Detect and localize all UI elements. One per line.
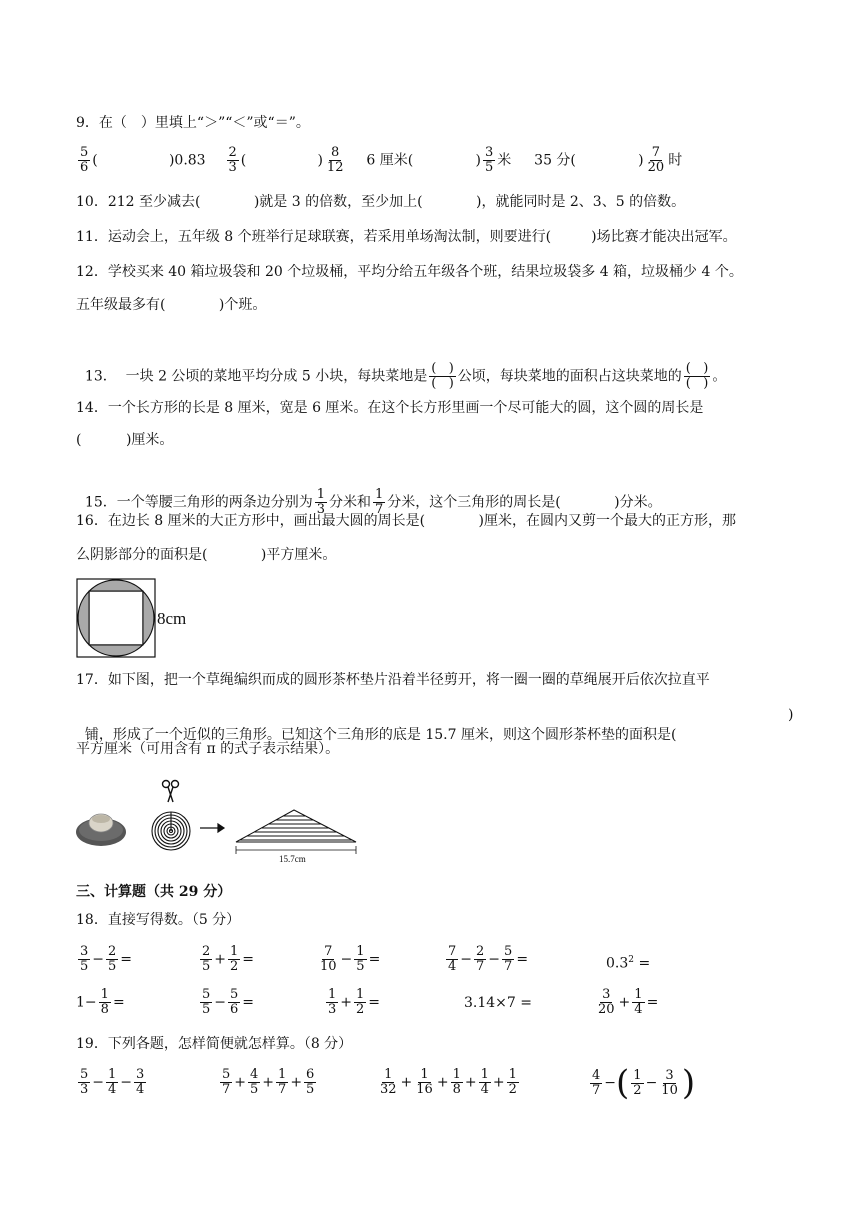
q18-item: $\frac{3}{5}$ − $\frac{2}{5}$ = [80,944,133,974]
square-circle-figure [76,578,196,658]
question-9 [76,113,310,133]
fraction: $\frac{1}{3}$ [316,487,326,517]
q19-item: $\frac{5}{7}$ + $\frac{4}{5}$ + $\frac{1}{7}$ + $\frac{6}{5}$ [222,1067,315,1097]
q18-item: $\frac{3}{20}$ + $\frac{1}{4}$ = [598,987,659,1017]
fraction-blank[interactable]: $\frac{( )}{( )}$ [685,361,709,391]
question-14: 14．一个长方形的长是 8 厘米，宽是 6 厘米。在这个长方形里画一个尽可能大的圆，这个圆的周长是 [76,400,704,416]
question-17: 17．如下图，把一个草绳编织而成的圆形茶杯垫片沿着半径剪开，将一圈一圈的草绳展开后依次拉直平 [76,672,710,688]
q18-item: $\frac{2}{5}$ + $\frac{1}{2}$ = [202,944,255,974]
fraction: $\frac{7}{20}$ [647,145,665,175]
fraction: $\frac{3}{5}$ [484,145,494,175]
q18-item: 1− $\frac{1}{8}$ = [76,987,125,1017]
q18-item: 3.14×7 = [464,995,532,1011]
inner-square [89,591,143,645]
blank-close-paren: ) [788,707,794,723]
q19-item: $\frac{4}{7}$ −( $\frac{1}{2}$ − $\frac{3}{10}$ ) [592,1063,696,1103]
section-3-title: 三、计算题（共 29 分） [76,884,232,900]
question-12: 12．学校买来 40 箱垃圾袋和 20 个垃圾桶，平均分给五年级各个班，结果垃圾袋多 4 箱，垃圾桶少 4 个。 [76,264,743,280]
question-16-cont: 么阴影部分的面积是( )平方厘米。 [76,547,337,563]
question-14-cont: ( )厘米。 [76,432,174,448]
q18-item: $\frac{7}{4}$ − $\frac{2}{7}$ − $\frac{5}{7}$ = [448,944,529,974]
coaster-figure [76,776,366,862]
flattened-triangle [236,810,356,862]
question-17-cont: 铺，形成了一个近似的三角形。已知这个三角形的底是 15.7 厘米，则这个圆形茶杯垫的面积是( [84,727,677,743]
question-13: 13． 一块 2 公顷的菜地平均分成 5 小块，每块菜地是 $\frac{( )}{( )}$ 公顷，每块菜地的面积占这块菜地的 $\frac{( )}{( )}$ 。 [84,361,727,391]
q18-item: $\frac{7}{10}$ − $\frac{1}{5}$ = [320,944,381,974]
question-17-cont2: 平方厘米（可用含有 π 的式子表示结果）。 [76,741,340,757]
question-11: 11．运动会上，五年级 8 个班举行足球联赛，若采用单场淘汰制，则要进行( )场比赛才能决出冠军。 [76,229,737,245]
q18-item: $\frac{5}{5}$ − $\frac{5}{6}$ = [202,987,255,1017]
scissors-icon [163,781,179,803]
question-10: 10．212 至少减去( )就是 3 的倍数，至少加上( )，就能同时是 2、3、5 的倍数。 [76,194,686,210]
question-16: 16．在边长 8 厘米的大正方形中，画出最大圆的周长是( )厘米，在圆内又剪一个最大的正方形，那 [76,513,736,529]
arrow-right-icon [200,824,224,832]
fraction: $\frac{8}{12}$ [326,145,344,175]
blank-compare[interactable]: 6 厘米( ) [366,152,481,169]
blank-compare[interactable]: ( ) [240,152,323,169]
q19-item: $\frac{5}{3}$ − $\frac{1}{4}$ − $\frac{3}{4}$ [80,1067,145,1097]
q19-item: $\frac{1}{32}$ + $\frac{1}{16}$ + $\frac{1}{8}$ + $\frac{1}{4}$ + $\frac{1}{2}$ [380,1067,517,1097]
q18-item: $\frac{1}{3}$ + $\frac{1}{2}$ = [328,987,381,1017]
question-19: 19．下列各题，怎样简便就怎样算。（8 分） [76,1036,353,1052]
question-18: 18．直接写得数。（5 分） [76,912,241,928]
base-length-label: 15.7cm [279,854,306,862]
question-9-items: $\frac{5}{6}$ ( )0.83 $\frac{2}{3}$ ( ) $\frac{8}{12}$ 6 厘米( ) $\frac{3}{5}$ 米 35 分( ) $\frac{7}{20}$ 时 [80,145,683,175]
fraction-blank[interactable]: $\frac{( )}{( )}$ [431,361,454,391]
question-15: 15．一个等腰三角形的两条边分别为 $\frac{1}{3}$ 分米和 $\frac{1}{7}$ 分米，这个三角形的周长是( )分米。 [84,487,662,517]
side-length-label: 8cm [157,609,187,628]
spiral-coaster-icon [152,812,190,850]
fraction: $\frac{5}{6}$ [80,145,89,175]
question-12-cont: 五年级最多有( )个班。 [76,297,267,313]
question-9-text: 9．在（ ）里填上“＞”“＜”或“＝”。 [76,115,310,131]
blank-compare[interactable]: ( )0.83 [92,152,206,169]
tea-cup-coaster-image [76,814,126,846]
q18-item: $0.3^2$ = [606,955,651,972]
fraction: $\frac{2}{3}$ [228,145,237,175]
blank-compare[interactable]: 35 分( ) [534,152,644,169]
fraction: $\frac{1}{7}$ [375,487,384,517]
